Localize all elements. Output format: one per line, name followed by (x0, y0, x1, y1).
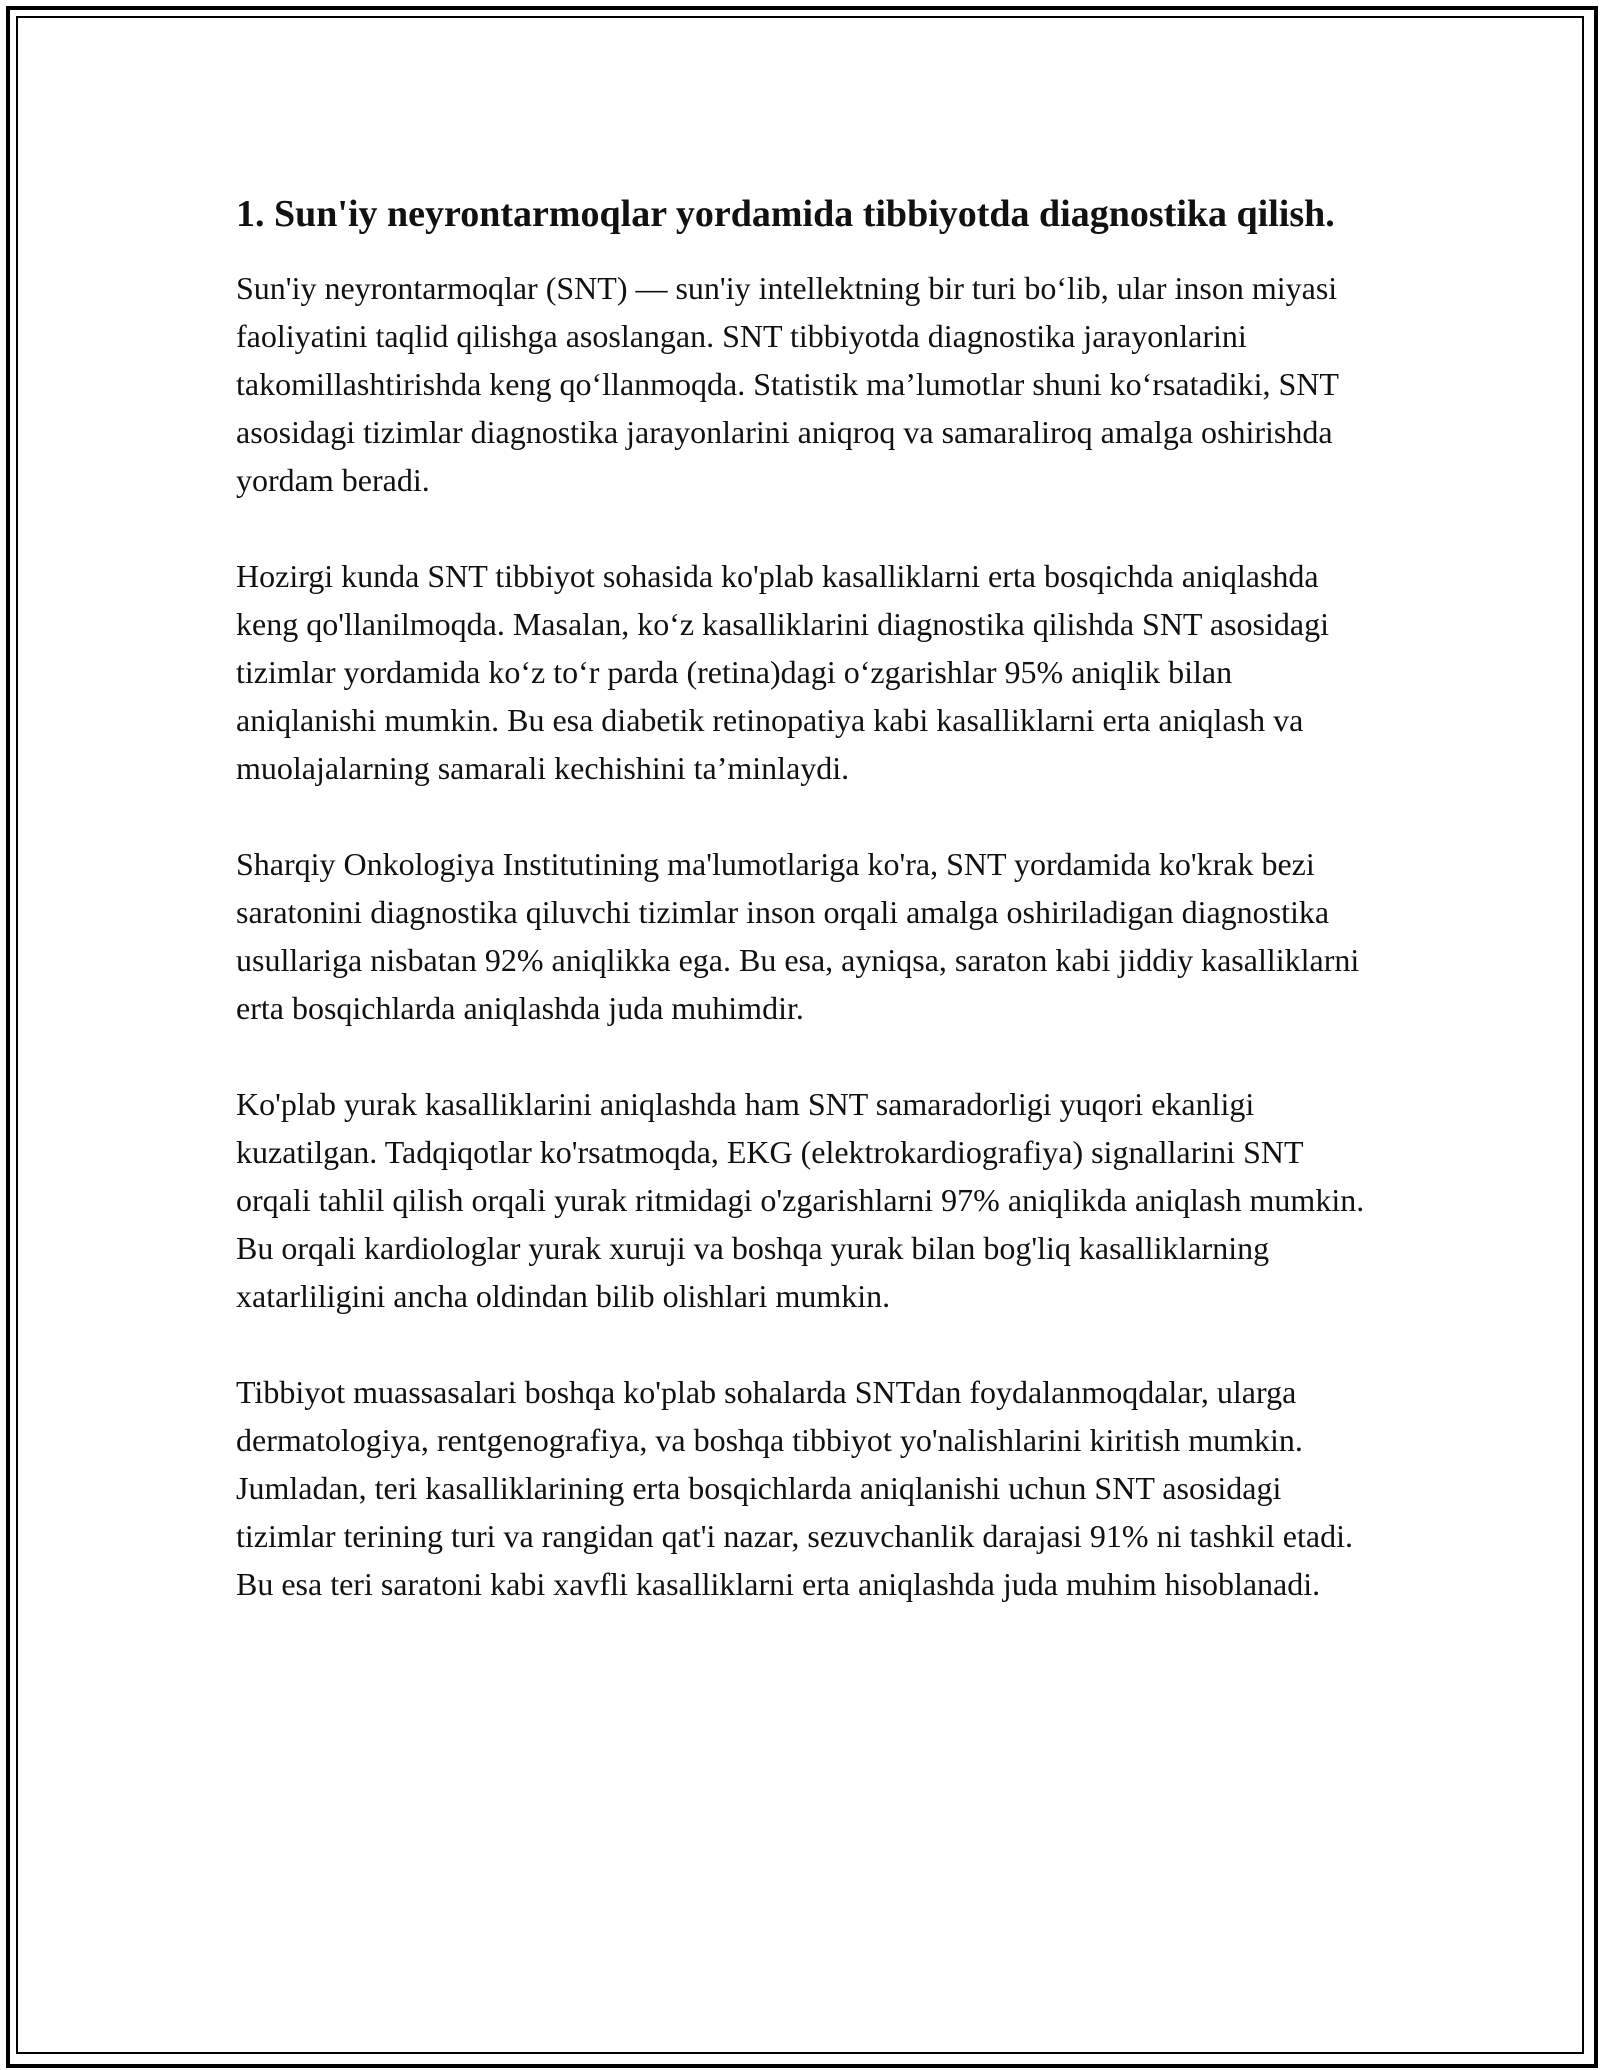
paragraph-cardiology: Ko'plab yurak kasalliklarini aniqlashda ham SNT samaradorligi yuqori ekanligi kuzatilgan. Tadqiqotlar ko'rsatmoqda, EKG (elektrokardiografiya) signallarini SNT orqali tahlil qilish orqali yurak ritmidagi o'zgarishlarni 97% aniqlikda aniqlash mumkin. Bu orqali kardiologlar yurak xuruji va boshqa yurak bilan bog'liq kasalliklarning xatarliligini ancha oldindan bilib olishlari mumkin. (236, 1086, 1365, 1314)
paragraph-eye-diagnostics: Hozirgi kunda SNT tibbiyot sohasida ko'plab kasalliklarni erta bosqichda aniqlashda keng qo'llanilmoqda. Masalan, ko‘z kasalliklarini diagnostika qilishda SNT asosidagi tizimlar yordamida ko‘z to‘r parda (retina)dagi o‘zgarishlar 95% aniqlik bilan aniqlanishi mumkin. Bu esa diabetik retinopatiya kabi kasalliklarni erta aniqlash va muolajalarning samarali kechishini ta’minlaydi. (236, 558, 1329, 786)
document-body (236, 186, 1366, 1656)
paragraph-intro: Sun'iy neyrontarmoqlar (SNT) — sun'iy intellektning bir turi bo‘lib, ular inson miyasi faoliyatini taqlid qilishga asoslangan. SNT tibbiyotda diagnostika jarayonlarini takomillashtirishda keng qo‘llanmoqda. Statistik ma’lumotlar shuni ko‘rsatadiki, SNT asosidagi tizimlar diagnostika jarayonlarini aniqroq va samaraliroq amalga oshirishda yordam beradi. (236, 270, 1339, 498)
paragraph-dermatology: Tibbiyot muassasalari boshqa ko'plab sohalarda SNTdan foydalanmoqdalar, ularga dermatologiya, rentgenografiya, va boshqa tibbiyot yo'nalishlarini kiritish mumkin. Jumladan, teri kasalliklarining erta bosqichlarda aniqlanishi uchun SNT asosidagi tizimlar terining turi va rangidan qat'i nazar, sezuvchanlik darajasi 91% ni tashkil etadi. Bu esa teri saratoni kabi xavfli kasalliklarni erta aniqlashda juda muhim hisoblanadi. (236, 1374, 1353, 1602)
paragraph-oncology: Sharqiy Onkologiya Institutining ma'lumotlariga ko'ra, SNT yordamida ko'krak bezi saratonini diagnostika qiluvchi tizimlar inson orqali amalga oshiriladigan diagnostika usullariga nisbatan 92% aniqlikka ega. Bu esa, ayniqsa, saraton kabi jiddiy kasalliklarni erta bosqichlarda aniqlashda juda muhimdir. (236, 846, 1360, 1026)
section-heading: 1. Sun'iy neyrontarmoqlar yordamida tibbiyotda diagnostika qilish. (236, 193, 1335, 235)
